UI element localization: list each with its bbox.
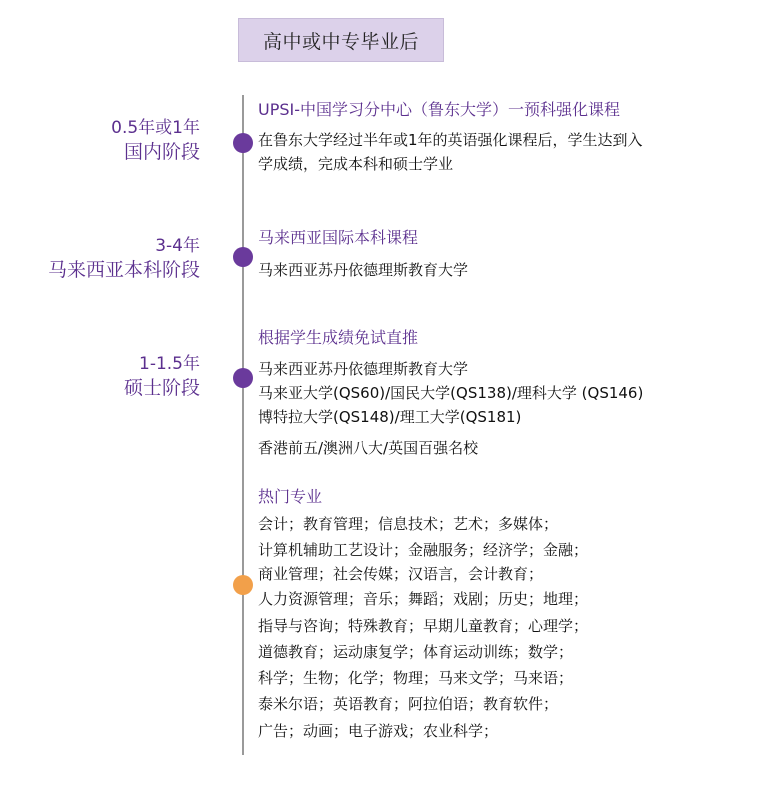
block-line: 香港前五/澳洲八大/英国百强名校 — [258, 439, 479, 457]
major-line: 指导与咨询；特殊教育；早期儿童教育；心理学； — [258, 617, 589, 635]
block-popular-majors — [258, 486, 748, 745]
major-line: 人力资源管理；音乐；舞蹈；戏剧；历史；地理； — [258, 590, 589, 608]
block-line: 博特拉大学(QS148)/理工大学(QS181) — [258, 408, 522, 426]
stage-name: 硕士阶段 — [123, 377, 200, 399]
major-line: 科学；生物；化学；物理；马来文学；马来语； — [258, 669, 574, 687]
major-line: 广告；动画；电子游戏；农业科学； — [258, 722, 499, 740]
block-line: 马来西亚苏丹依德理斯教育大学 — [258, 261, 469, 279]
stage-duration: 1-1.5年 — [139, 354, 200, 374]
stage-name: 国内阶段 — [123, 141, 200, 163]
major-line: 泰米尔语；英语教育；阿拉伯语；教育软件； — [258, 695, 559, 713]
block-line: 马来亚大学(QS60)/国民大学(QS138)/理科大学 (QS146) — [258, 384, 644, 402]
major-line: 道德教育；运动康复学；体育运动训练；数学； — [258, 643, 574, 661]
timeline-dot — [233, 133, 253, 153]
timeline-line — [242, 95, 244, 755]
stage-label-master — [124, 352, 200, 400]
stage-name: 马来西亚本科阶段 — [47, 259, 200, 281]
major-line: 商业管理；社会传媒；汉语言，会计教育； — [258, 565, 544, 583]
block-title: 热门专业 — [258, 487, 323, 506]
stage-label-bachelor — [48, 234, 200, 282]
timeline-dot — [233, 247, 253, 267]
block-title: 马来西亚国际本科课程 — [258, 228, 419, 247]
block-line: 马来西亚苏丹依德理斯教育大学 — [258, 360, 469, 378]
stage-duration: 0.5年或1年 — [111, 118, 200, 138]
block-title: UPSI-中国学习分中心（鲁东大学）一预科强化课程 — [258, 100, 621, 119]
stage-duration: 3-4年 — [155, 236, 200, 256]
major-line: 计算机辅助工艺设计；金融服务；经济学；金融； — [258, 541, 589, 559]
block-master — [258, 327, 748, 460]
major-line: 会计；教育管理；信息技术；艺术；多媒体； — [258, 515, 559, 533]
block-prep-course — [258, 99, 748, 176]
timeline-dot — [233, 368, 253, 388]
stage-label-domestic — [111, 116, 200, 164]
block-bachelor — [258, 227, 748, 282]
timeline-dot-highlight — [233, 575, 253, 595]
header-title: 高中或中专毕业后 — [238, 18, 444, 62]
block-line: 学成绩，完成本科和硕士学业 — [258, 155, 454, 173]
block-line: 在鲁东大学经过半年或1年的英语强化课程后，学生达到入 — [258, 131, 643, 149]
block-title: 根据学生成绩免试直推 — [258, 328, 419, 347]
